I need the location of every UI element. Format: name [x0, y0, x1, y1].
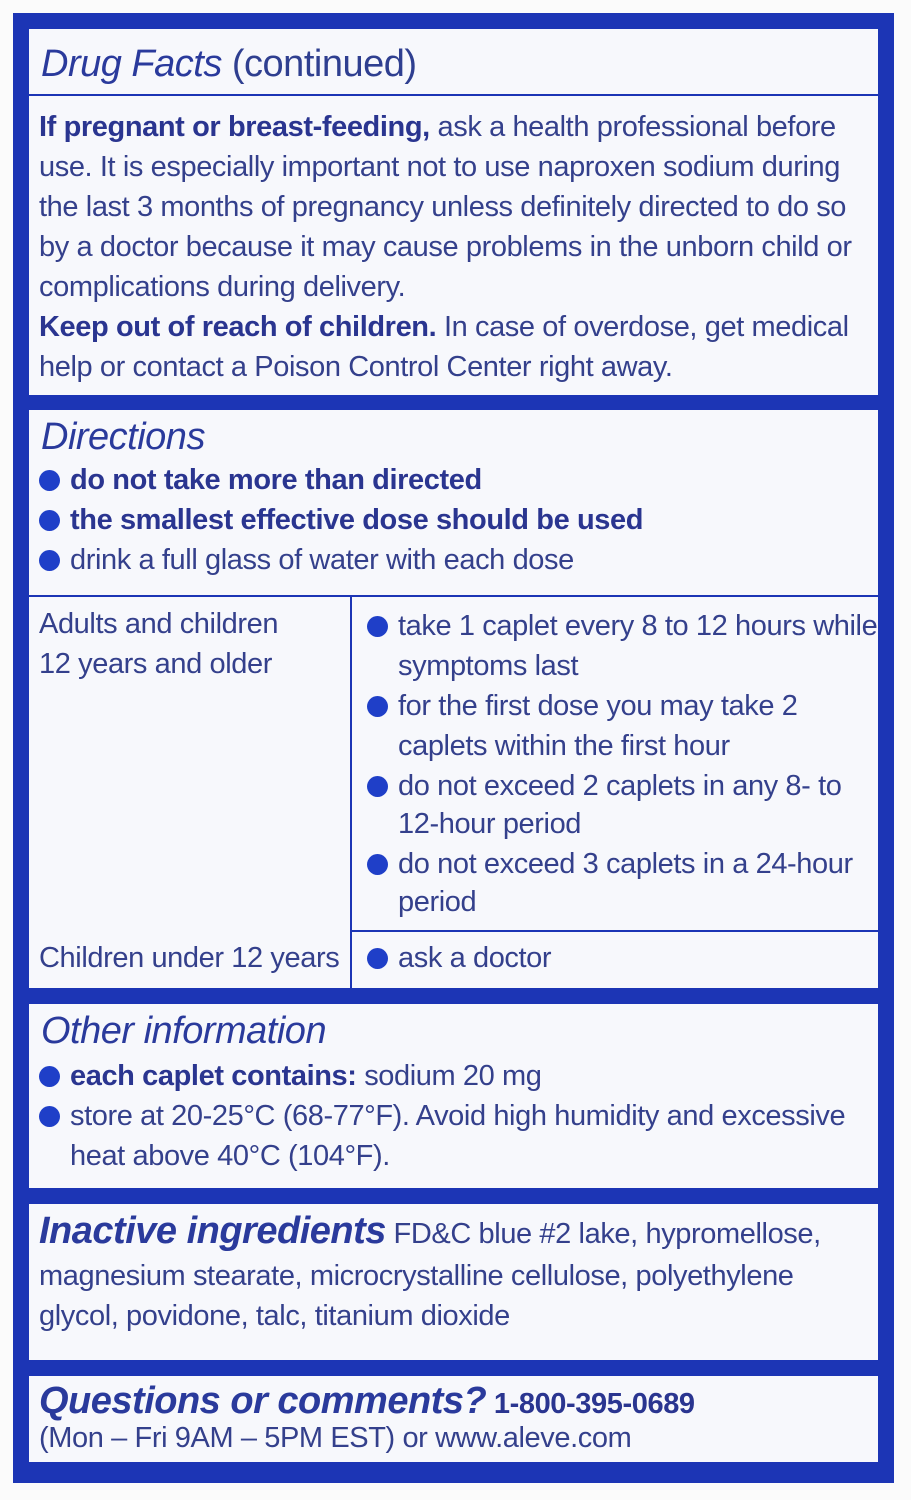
- dosage-item-line: caplets within the first hour: [398, 730, 730, 762]
- pregnancy-warning-line: complications during delivery.: [39, 271, 406, 303]
- bullet-icon: [367, 776, 388, 797]
- bullet-icon: [39, 510, 60, 531]
- title-rule: [29, 94, 878, 96]
- direction-bullet: the smallest effective dose should be used: [39, 504, 643, 537]
- bullet-icon: [39, 1106, 60, 1127]
- info-bullet: store at 20-25°C (68-77°F). Avoid high humidity and excessive: [39, 1100, 845, 1133]
- inactive-ingredients-section: [29, 1204, 878, 1360]
- pregnancy-warning-line: the last 3 months of pregnancy unless definitely directed to do so: [39, 191, 847, 223]
- bullet-icon: [39, 470, 60, 491]
- directions-section: [29, 410, 878, 988]
- bullet-icon: [367, 948, 388, 969]
- phone-number: 1-800-395-0689: [486, 1388, 695, 1420]
- keep-out-of-reach-line: help or contact a Poison Control Center right away.: [39, 351, 673, 383]
- table-rule-top: [29, 595, 878, 597]
- dosage-item-line: 12-hour period: [398, 808, 582, 840]
- inactive-ingredients-line: glycol, povidone, talc, titanium dioxide: [39, 1300, 510, 1332]
- dosage-label-children: Children under 12 years: [39, 942, 340, 974]
- bullet-icon: [367, 696, 388, 717]
- keep-out-of-reach: Keep out of reach of children. In case of overdose, get medical: [39, 311, 849, 343]
- bullet-icon: [39, 550, 60, 571]
- bullet-icon: [39, 1066, 60, 1087]
- bullet-icon: [367, 854, 388, 875]
- direction-bullet: do not take more than directed: [39, 464, 482, 497]
- drug-facts-section: [29, 29, 878, 395]
- dosage-item: take 1 caplet every 8 to 12 hours while: [367, 610, 877, 643]
- pregnancy-warning-line: by a doctor because it may cause problems in the unborn child or: [39, 231, 852, 263]
- other-information-title: Other information: [41, 1010, 327, 1052]
- pregnancy-warning: If pregnant or breast-feeding, ask a health professional before: [39, 111, 836, 143]
- dosage-label-adults: 12 years and older: [39, 648, 273, 680]
- drug-facts-frame: [13, 13, 894, 1483]
- directions-title: Directions: [41, 416, 205, 458]
- dosage-item: do not exceed 2 caplets in any 8- to: [367, 770, 841, 803]
- info-bullet: each caplet contains: sodium 20 mg: [39, 1060, 542, 1093]
- direction-bullet: drink a full glass of water with each dose: [39, 544, 574, 577]
- dosage-item-line: symptoms last: [398, 650, 579, 682]
- questions-section: [29, 1376, 878, 1462]
- dosage-item-line: period: [398, 886, 477, 918]
- dosage-label-adults: Adults and children: [39, 608, 279, 640]
- bullet-icon: [367, 616, 388, 637]
- dosage-item: do not exceed 3 caplets in a 24-hour: [367, 848, 853, 881]
- info-bullet-line: heat above 40°C (104°F).: [70, 1140, 390, 1172]
- table-rule-middle: [350, 930, 878, 932]
- drug-facts-title: Drug Facts (continued): [41, 43, 417, 85]
- inactive-ingredients-line: magnesium stearate, microcrystalline cellulose, polyethylene: [39, 1260, 794, 1292]
- other-information-section: [29, 1004, 878, 1188]
- questions-hours: (Mon – Fri 9AM – 5PM EST) or www.aleve.com: [39, 1422, 632, 1454]
- dosage-item: for the first dose you may take 2: [367, 690, 797, 723]
- questions-heading: Questions or comments? 1-800-395-0689: [39, 1380, 695, 1422]
- pregnancy-warning-line: use. It is especially important not to use naproxen sodium during: [39, 151, 840, 183]
- inactive-ingredients-text: Inactive ingredients FD&C blue #2 lake, hypromellose,: [39, 1210, 821, 1252]
- dosage-item: ask a doctor: [367, 942, 551, 975]
